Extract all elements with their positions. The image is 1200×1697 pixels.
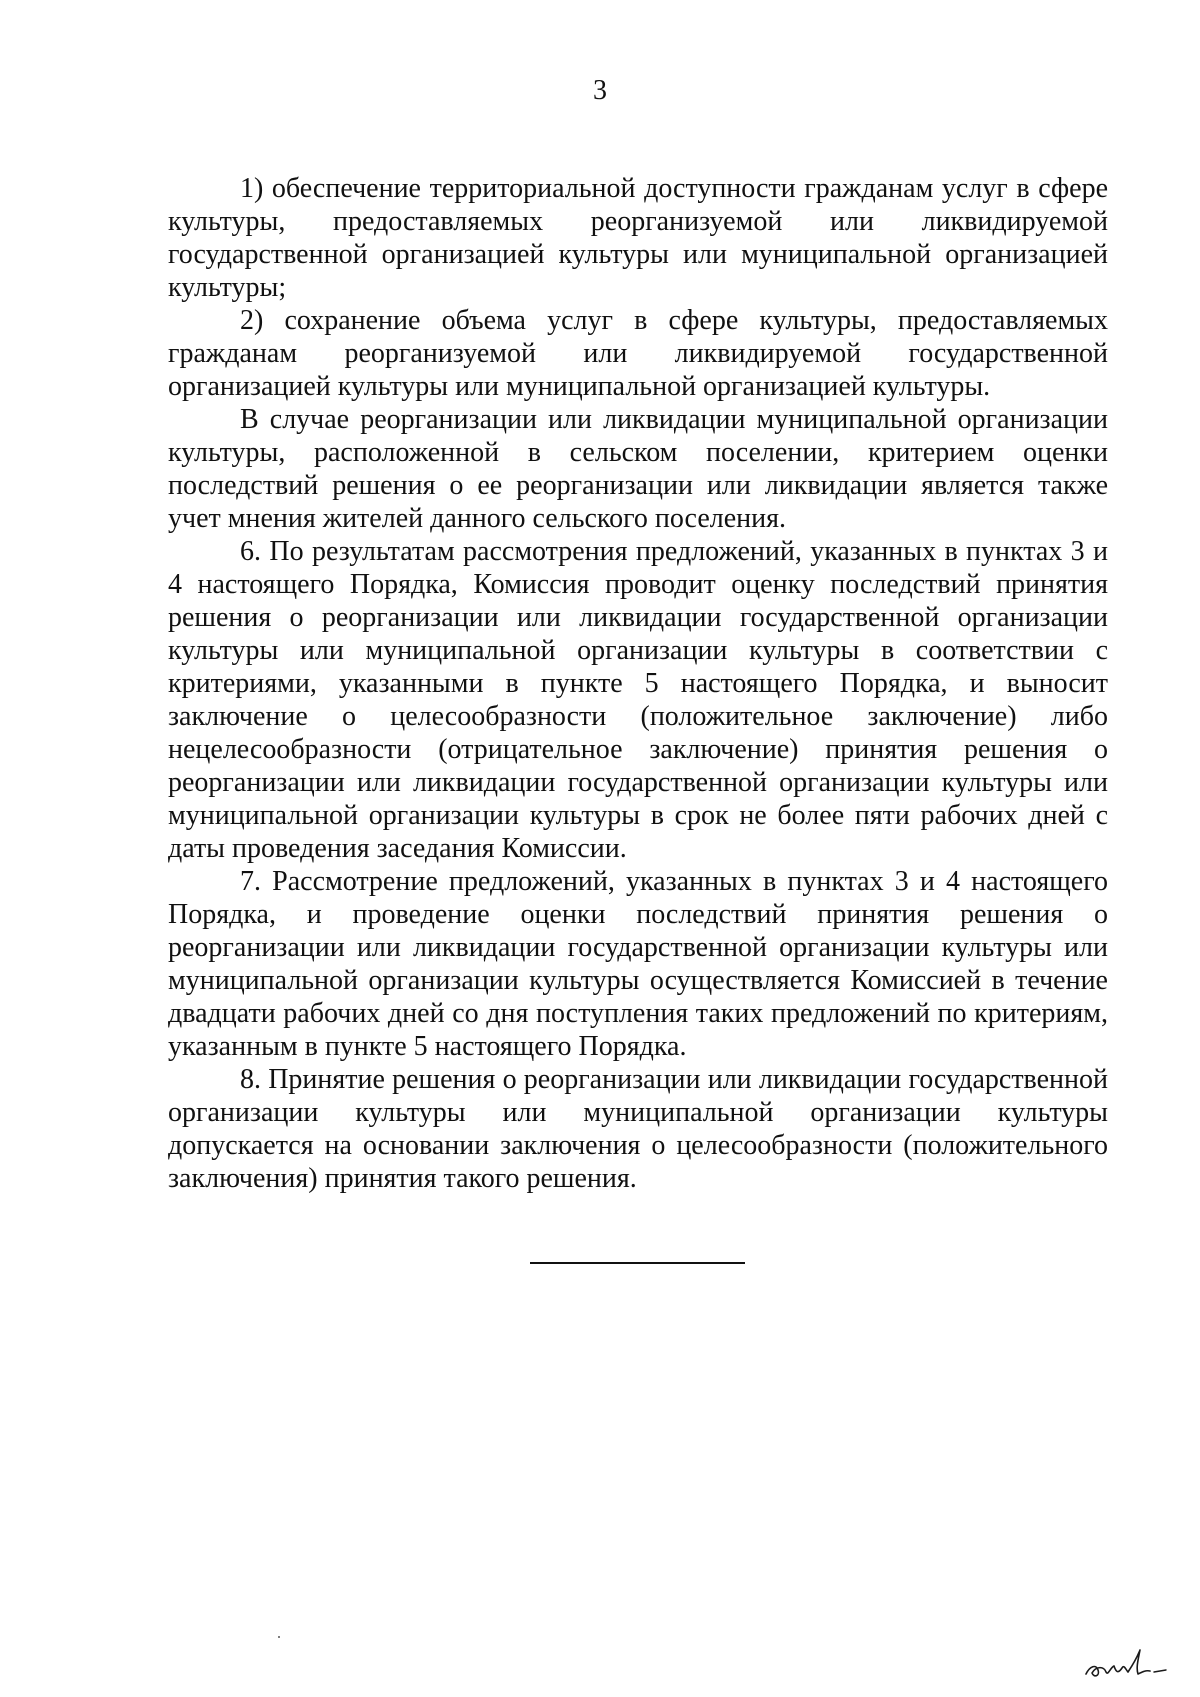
scan-artifact-dot xyxy=(278,1636,280,1638)
page-number: 3 xyxy=(593,75,607,106)
document-body xyxy=(168,172,1108,1195)
handwritten-initials-signature xyxy=(1080,1640,1170,1684)
paragraph-2: 2) сохранение объема услуг в сфере культуры, предоставляемых гражданам реорганизуемой или ликвидируемой государственной организацией культуры или муниципальной организацией культуры. xyxy=(168,305,1108,402)
end-separator-line xyxy=(530,1262,745,1264)
paragraph-1: 1) обеспечение территориальной доступности гражданам услуг в сфере культуры, предоставляемых реорганизуемой или ликвидируемой государственной организацией культуры или муниципальной организацией культуры; xyxy=(168,173,1108,303)
paragraph-5: 7. Рассмотрение предложений, указанных в пунктах 3 и 4 настоящего Порядка, и проведение оценки последствий принятия решения о реорганизации или ликвидации государственной организации культуры или муниципальной организации культуры осуществляется Комиссией в течение двадцати рабочих дней со дня поступления таких предложений по критериям, указанным в пункте 5 настоящего Порядка. xyxy=(168,866,1108,1062)
paragraph-3: В случае реорганизации или ликвидации муниципальной организации культуры, расположенной в сельском поселении, критерием оценки последствий решения о ее реорганизации или ликвидации является также учет мнения жителей данного сельского поселения. xyxy=(168,404,1108,534)
paragraph-4: 6. По результатам рассмотрения предложений, указанных в пунктах 3 и 4 настоящего Порядка, Комиссия проводит оценку последствий принятия решения о реорганизации или ликвидации государственной организации культуры или муниципальной организации культуры в соответствии с критериями, указанными в пункте 5 настоящего Порядка, и выносит заключение о целесообразности (положительное заключение) либо нецелесообразности (отрицательное заключение) принятия решения о реорганизации или ликвидации государственной организации культуры или муниципальной организации культуры в срок не более пяти рабочих дней с даты проведения заседания Комиссии. xyxy=(168,536,1108,864)
paragraph-6: 8. Принятие решения о реорганизации или ликвидации государственной организации культуры или муниципальной организации культуры допускается на основании заключения о целесообразности (положительного заключения) принятия такого решения. xyxy=(168,1064,1108,1194)
